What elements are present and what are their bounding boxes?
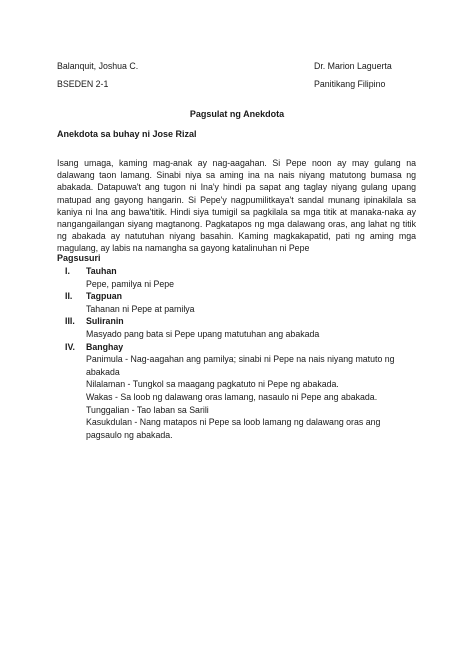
section-numeral: II. [65,291,73,302]
section-numeral: I. [65,266,70,276]
section-heading-tagpuan [57,290,427,303]
section-detail: Tunggalian - Tao laban sa Sarili [86,404,209,415]
section-detail: abakada [86,366,120,377]
section-detail: pagsaulo ng abakada. [86,429,173,440]
paragraph-line: dalawang taon lamang. Sinabi niya sa aming ina na nais niyang matutong bumasa ng [57,170,416,181]
paragraph-line: Isang umaga, kaming mag-anak ay nag-aagahan. Si Pepe noon ay may gulang na [57,158,416,168]
section-numeral: III. [65,316,75,327]
section-detail: Panimula - Nag-aagahan ang pamilya; sinabi ni Pepe na nais niyang matuto ng [86,354,395,365]
paragraph-line: kaniya ni Ina ang bawa'titik. Hindi siya tumigil sa pagkilala sa mga titik at manaka-naka ay [57,206,416,217]
anecdote-paragraph [57,157,416,255]
analysis-list [57,265,427,441]
analysis-heading: Pagsusuri [57,253,101,263]
document-title: Pagsulat ng Anekdota [189,109,285,119]
course-name: Panitikang Filipino [314,79,386,89]
anecdote-subtitle: Anekdota sa buhay ni Jose Rizal [57,129,197,139]
paragraph-line: nangangailangan siyang magtanong. Pagkatapos ng mga dalawang oras, ang lahat ng titik [57,219,416,230]
section-heading-suliranin [57,315,427,328]
section-detail: Kasukdulan - Nang matapos ni Pepe sa loob lamang ng dalawang oras ang [86,417,381,428]
paragraph-line: abakada. Datapuwa't ang tugon ni Ina'y hindi pa sapat ang taglay niyang gulang upang [57,182,416,193]
paragraph-line: ng abakada ay natutuhan niyang basahin. Kaming magkakapatid, pati ng aming mga [57,231,416,242]
section-title: Suliranin [86,316,124,327]
paragraph-line: magulang, ay labis na namangha sa gayong katalinuhan ni Pepe [57,243,310,254]
section-detail: Wakas - Sa loob ng dalawang oras lamang, nasaulo ni Pepe ang abakada. [86,391,378,402]
paragraph-line: matupad ang gayong hangarin. Si Pepe'y nagpumilitkaya't sandal munang ipinakilala sa [57,194,416,205]
author-section: BSEDEN 2-1 [57,79,109,89]
section-numeral: IV. [65,341,75,352]
section-heading-banghay [57,341,427,354]
section-detail: Tahanan ni Pepe at pamilya [86,303,195,314]
section-detail: Nilalaman - Tungkol sa maagang pagkatuto ni Pepe ng abakada. [86,379,339,390]
section-title: Tauhan [86,266,117,276]
instructor-name: Dr. Marion Laguerta [314,61,392,71]
section-heading-tauhan [57,265,427,278]
section-detail: Pepe, pamilya ni Pepe [86,278,175,289]
section-detail: Masyado pang bata si Pepe upang matutuhan ang abakada [86,328,320,339]
author-name: Balanquit, Joshua C. [57,61,139,71]
section-title: Banghay [86,341,124,352]
section-title: Tagpuan [86,291,122,302]
author-info [57,57,138,93]
instructor-info [314,57,392,93]
